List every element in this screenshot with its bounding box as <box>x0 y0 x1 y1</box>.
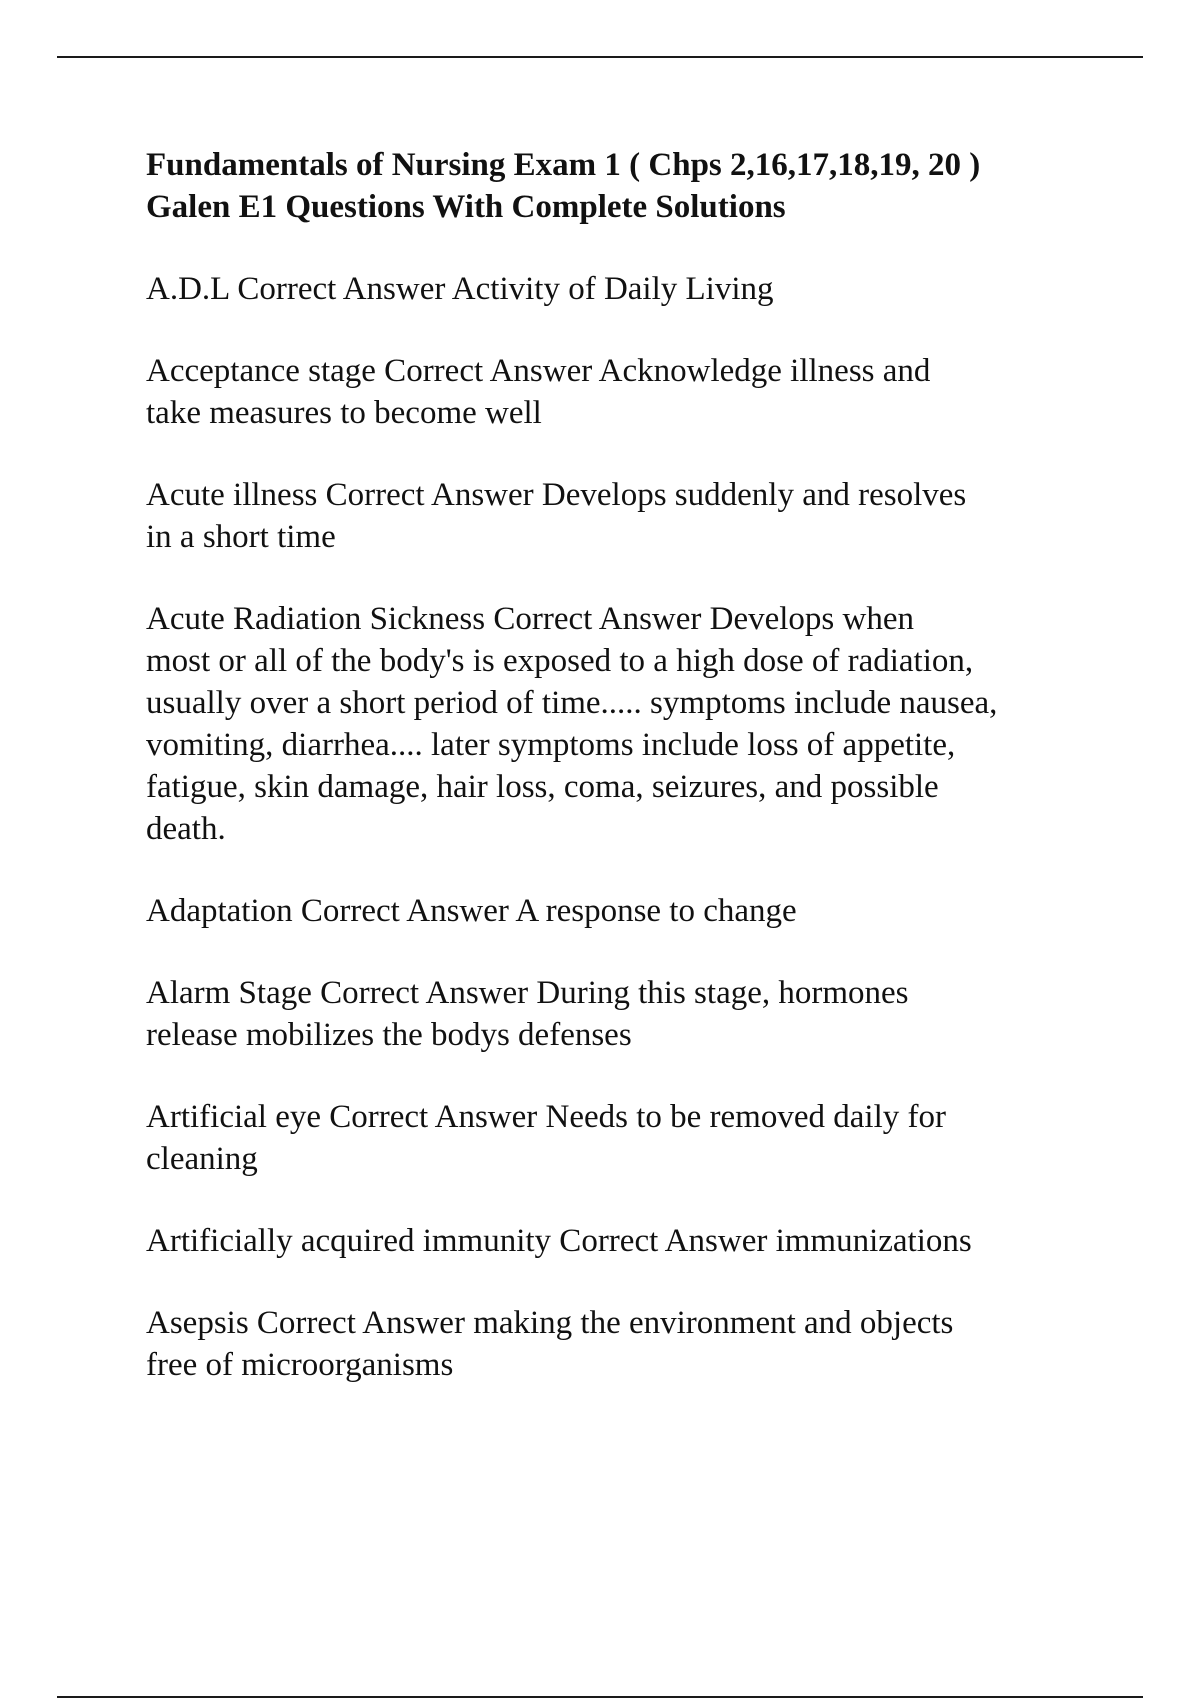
flashcard-entry: Acute Radiation Sickness Correct Answer Develops when most or all of the body's is exposed to a high dose of radiation, usually over a short period of time..... symptoms include nausea, vomiting, diarrhea.... later symptoms include loss of appetite, fatigue, skin damage, hair loss, coma, seizures, and possible death. <box>146 601 998 847</box>
flashcard-entry: Asepsis Correct Answer making the environment and objects free of microorganisms <box>146 1305 954 1383</box>
document-body <box>146 144 1106 1426</box>
flashcard-entry: Artificial eye Correct Answer Needs to be removed daily for cleaning <box>146 1099 946 1177</box>
flashcard-entry: Acute illness Correct Answer Develops suddenly and resolves in a short time <box>146 477 967 555</box>
flashcard-entry: Alarm Stage Correct Answer During this stage, hormones release mobilizes the bodys defenses <box>146 975 909 1053</box>
top-rule <box>57 56 1143 58</box>
flashcard-entry: Adaptation Correct Answer A response to change <box>146 893 797 929</box>
flashcard-entry: Acceptance stage Correct Answer Acknowledge illness and take measures to become well <box>146 353 931 431</box>
flashcard-list <box>146 268 1106 1386</box>
flashcard-entry: Artificially acquired immunity Correct Answer immunizations <box>146 1223 972 1259</box>
document-title: Fundamentals of Nursing Exam 1 ( Chps 2,16,17,18,19, 20 ) Galen E1 Questions With Complete Solutions <box>146 147 981 225</box>
flashcard-entry: A.D.L Correct Answer Activity of Daily Living <box>146 271 774 307</box>
bottom-rule <box>57 1696 1143 1698</box>
